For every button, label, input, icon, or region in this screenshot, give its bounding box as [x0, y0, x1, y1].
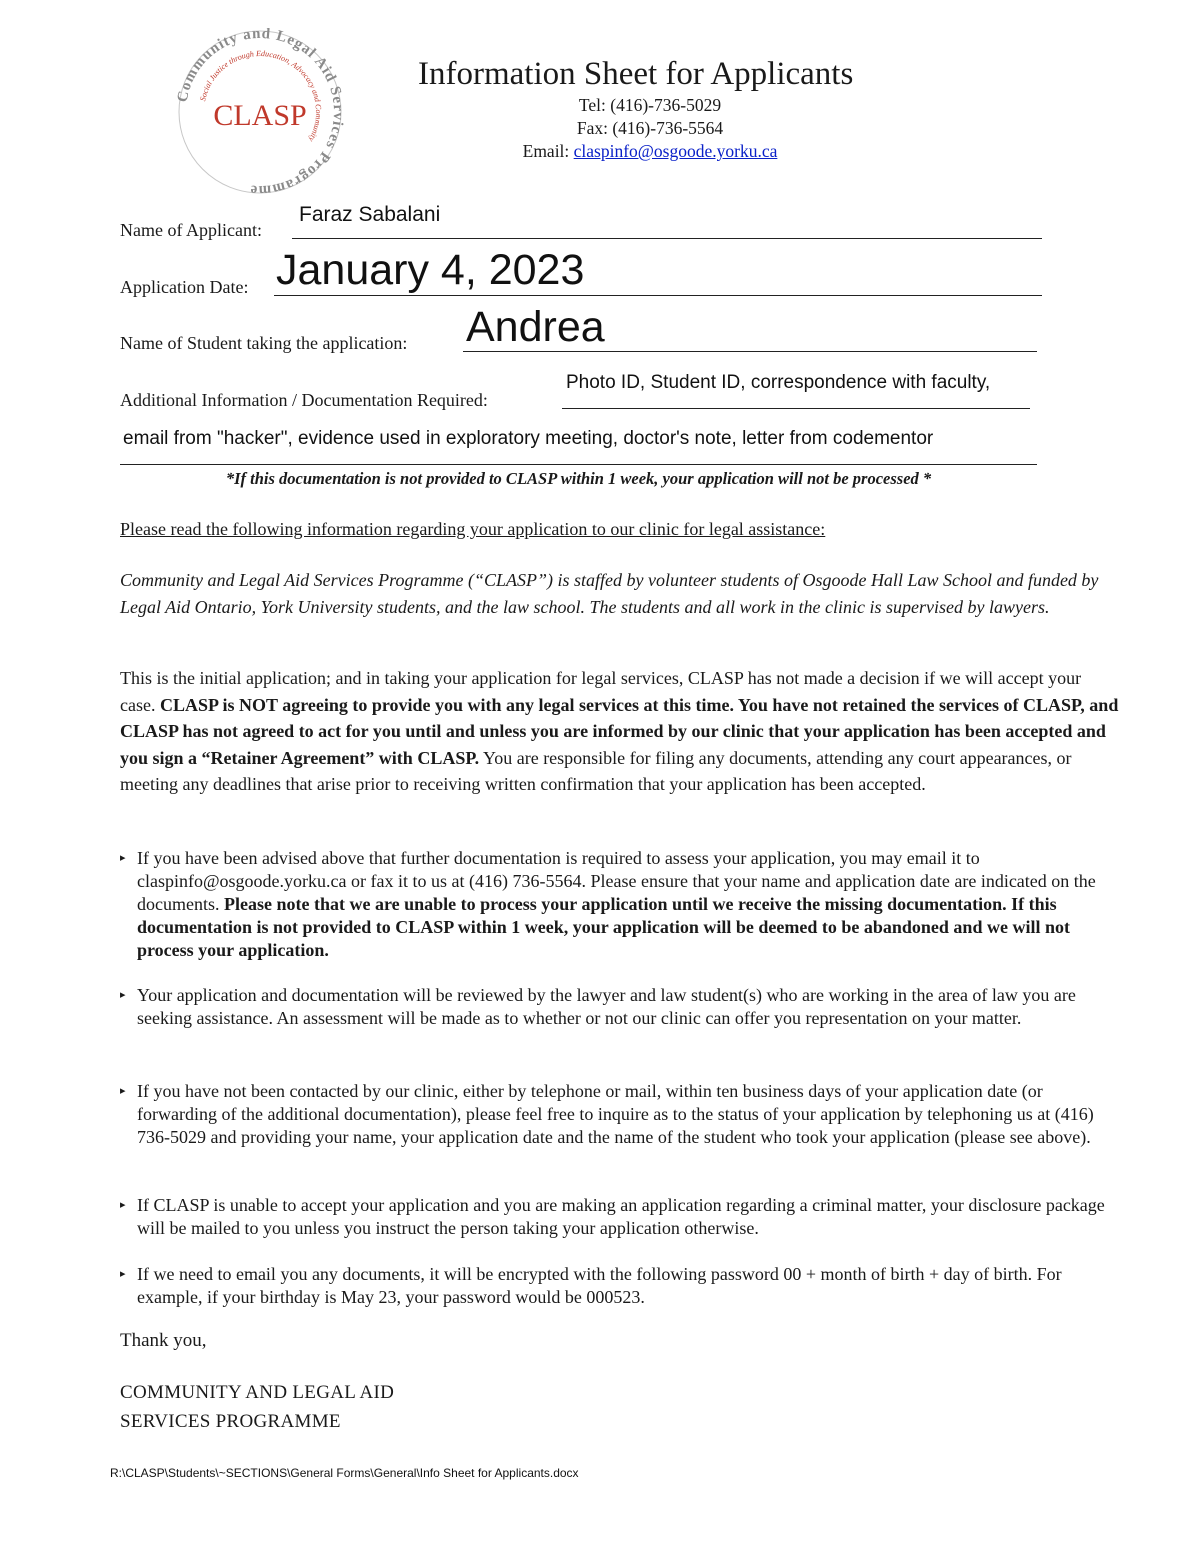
signature-line-1: COMMUNITY AND LEGAL AID	[120, 1382, 395, 1403]
additional-info-underline-2	[120, 464, 1037, 465]
email-line	[400, 141, 900, 162]
email-link[interactable]: claspinfo@osgoode.yorku.ca	[573, 141, 778, 161]
bullet-arrow-icon: ▸	[120, 852, 126, 864]
list-item	[120, 1263, 1120, 1309]
initial-application-paragraph	[120, 665, 1120, 798]
clasp-logo	[172, 28, 348, 196]
clasp-seal-graphic	[172, 28, 348, 196]
initial-text-part-1: This is the initial application; and in taking your application for legal services, CLASP has not made a decision if we will accept your case.	[120, 668, 1082, 715]
application-date-underline	[274, 295, 1042, 296]
initial-text-part-2: You are responsible for filing any documents, attending any court appearances, or meeting any deadlines that arise prior to receiving written confirmation that your application has been accepted.	[120, 747, 1072, 794]
documentation-warning: *If this documentation is not provided to CLASP within 1 week, your application will not be processed *	[225, 469, 932, 488]
initial-text-bold: CLASP is NOT agreeing to provide you with any legal services at this time. You have not retained the services of CLASP, and CLASP has not agreed to act for you until and unless you are informed by our clinic that your application has been accepted and you sign a “Retainer Agreement” with CLASP.	[120, 694, 1119, 768]
application-date-value[interactable]: January 4, 2023	[276, 246, 585, 294]
bullet-1-text: If you have been advised above that further documentation is required to assess your application, you may email it to claspinfo@osgoode.yorku.ca or fax it to us at (416) 736-5564. Please ensure that your name and application date are indicated on the documents.	[137, 848, 1096, 914]
additional-info-value-line-2[interactable]: email from "hacker", evidence used in exploratory meeting, doctor's note, letter from codementor	[123, 428, 934, 449]
bullet-3-text: If you have not been contacted by our clinic, either by telephone or mail, within ten business days of your application date (or forwarding of the additional documentation), please feel free to inquire as to the status of your application by telephoning us at (416) 736-5029 and providing your name, your application date and the name of the student who took your application (please see above).	[137, 1081, 1094, 1147]
bullet-arrow-icon: ▸	[120, 1085, 126, 1097]
logo-ring-outer-text: Community and Legal Aid Services Programme	[174, 28, 347, 196]
applicant-name-value[interactable]: Faraz Sabalani	[299, 203, 441, 226]
additional-info-value-line-1[interactable]: Photo ID, Student ID, correspondence with faculty,	[566, 372, 991, 393]
bullet-2-text: Your application and documentation will be reviewed by the lawyer and law student(s) who are working in the area of law you are seeking assistance. An assessment will be made as to whether or not our clinic can offer you representation on your matter.	[137, 985, 1076, 1028]
additional-info-underline-1	[562, 408, 1030, 409]
footer-file-path: R:\CLASP\Students\~SECTIONS\General Forms\General\Info Sheet for Applicants.docx	[110, 1466, 579, 1480]
bullet-1-bold-text: Please note that we are unable to process your application until we receive the missing documentation. If this documentation is not provided to CLASP within 1 week, your application will be deemed to be abandoned and we will not process your application.	[137, 894, 1070, 960]
telephone-number: Tel: (416)-736-5029	[578, 95, 722, 115]
list-item	[120, 1080, 1120, 1149]
applicant-name-label: Name of Applicant:	[120, 220, 262, 240]
logo-ring-inner-text: Social Justice through Education, Advocacy and Community	[198, 48, 324, 144]
closing-thanks: Thank you,	[120, 1330, 207, 1351]
application-date-label: Application Date:	[120, 277, 249, 297]
additional-info-label: Additional Information / Documentation Required:	[120, 390, 488, 410]
bullet-4-text: If CLASP is unable to accept your application and you are making an application regarding a criminal matter, your disclosure package will be mailed to you unless you instruct the person taking your application otherwise.	[137, 1195, 1105, 1238]
list-item	[120, 984, 1120, 1030]
page-title: Information Sheet for Applicants	[418, 56, 854, 92]
list-item	[120, 1194, 1120, 1240]
bullet-text	[137, 847, 1120, 962]
read-following-heading: Please read the following information regarding your application to our clinic for legal assistance:	[120, 519, 826, 539]
clasp-intro-paragraph: Community and Legal Aid Services Programme (“CLASP”) is staffed by volunteer students of Osgoode Hall Law School and funded by Legal Aid Ontario, York University students, and the law school. The students and all work in the clinic is supervised by lawyers.	[120, 570, 1099, 617]
bullet-5-text: If we need to email you any documents, it will be encrypted with the following password 00 + month of birth + day of birth. For example, if your birthday is May 23, your password would be 000523.	[137, 1264, 1062, 1307]
list-item	[120, 847, 1120, 962]
signature-line-2: SERVICES PROGRAMME	[120, 1411, 341, 1432]
applicant-name-underline	[292, 238, 1042, 239]
bullet-arrow-icon: ▸	[120, 1199, 126, 1211]
student-name-value[interactable]: Andrea	[466, 303, 605, 351]
logo-wordmark: CLASP	[213, 99, 307, 132]
fax-number: Fax: (416)-736-5564	[576, 118, 724, 138]
bullet-arrow-icon: ▸	[120, 989, 126, 1001]
email-label: Email:	[522, 141, 574, 161]
student-name-label: Name of Student taking the application:	[120, 333, 408, 353]
bullet-arrow-icon: ▸	[120, 1268, 126, 1280]
